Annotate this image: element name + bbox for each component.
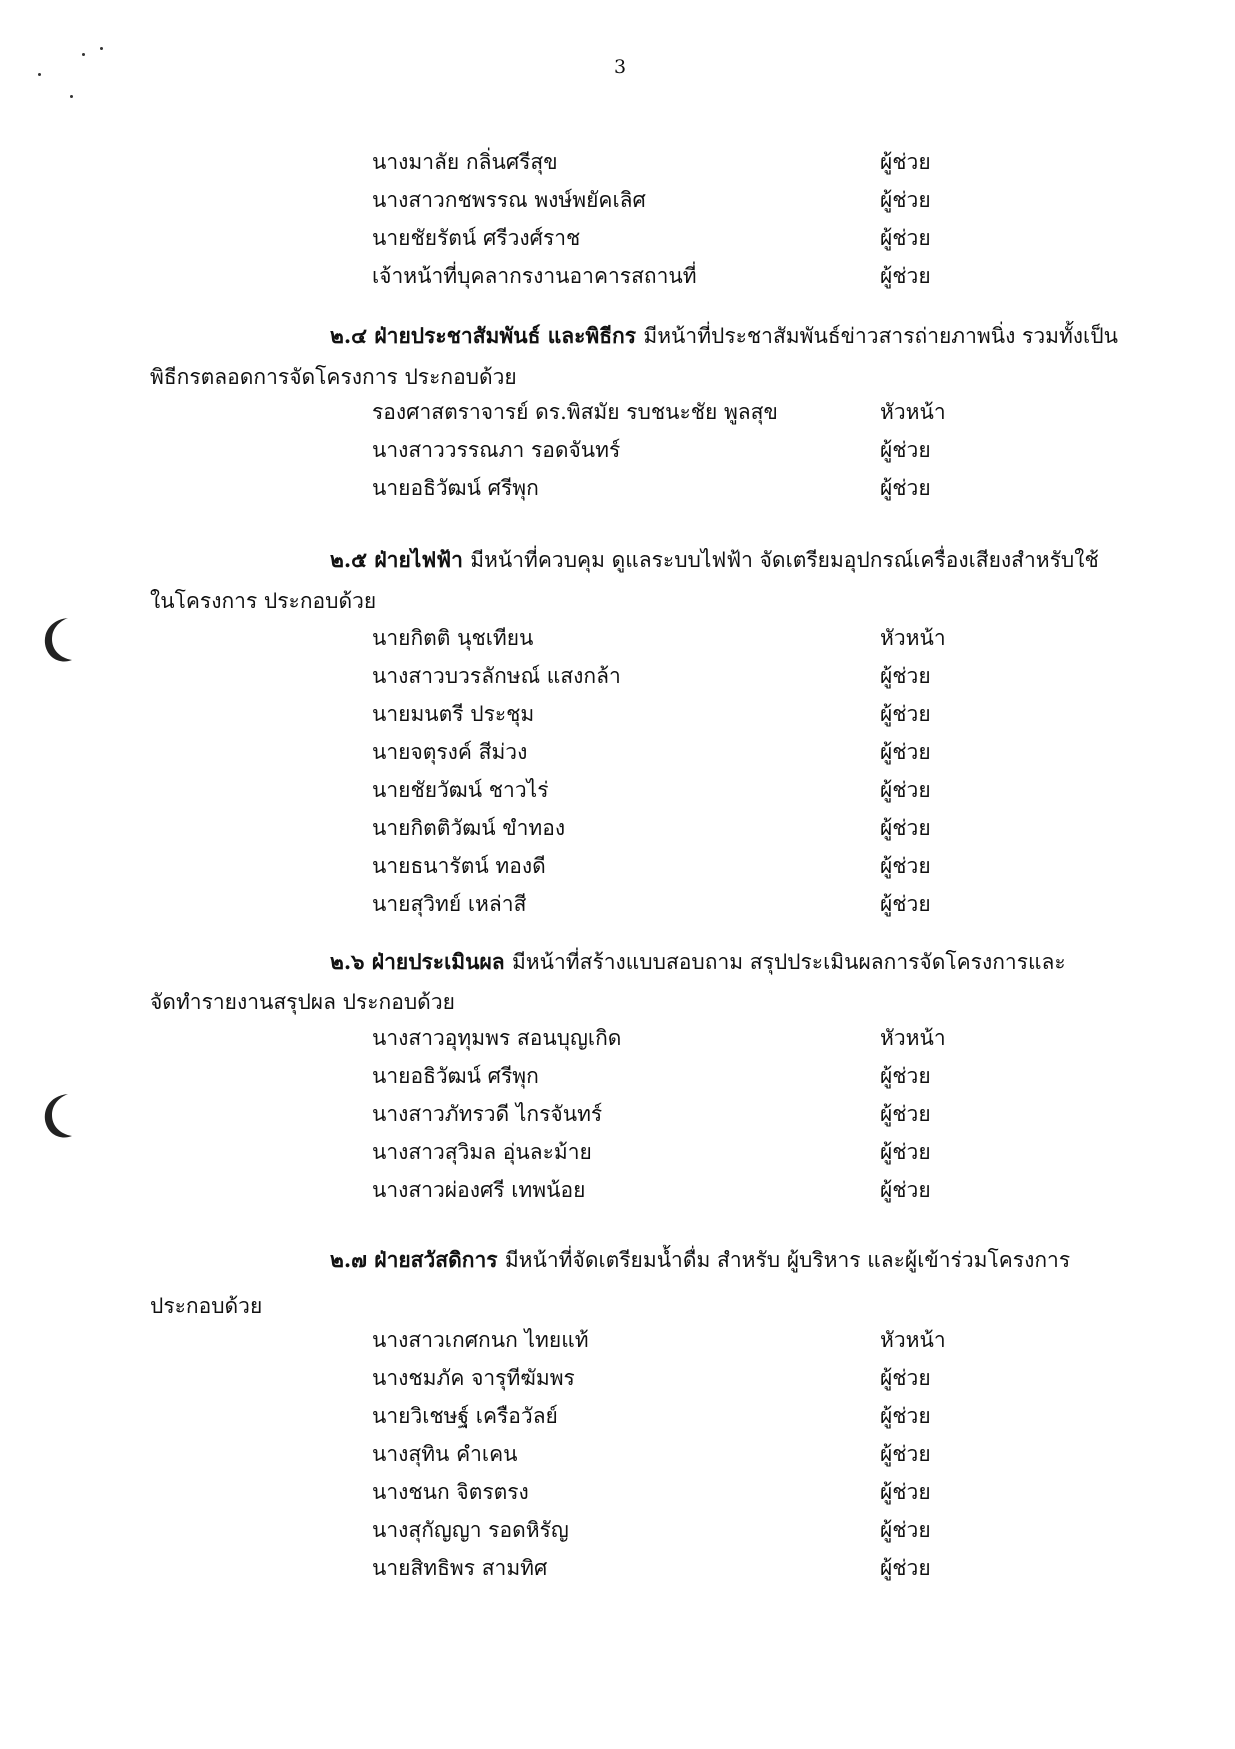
member-name: นายสิทธิพร สามทิศ: [372, 1556, 548, 1580]
section-title: ฝ่ายประเมินผล: [371, 949, 505, 974]
member-role: ผู้ช่วย: [880, 892, 931, 916]
member-row: [372, 1362, 972, 1398]
section-description-continued: ประกอบด้วย: [150, 1294, 263, 1318]
member-row: [372, 396, 972, 432]
member-row: [372, 1514, 972, 1550]
member-role: ผู้ช่วย: [880, 438, 931, 462]
member-role: ผู้ช่วย: [880, 854, 931, 878]
member-name: นางสุกัญญา รอดหิรัญ: [372, 1518, 569, 1542]
member-name: นางชนก จิตรตรง: [372, 1480, 529, 1504]
member-role: ผู้ช่วย: [880, 226, 931, 250]
member-row: [372, 622, 972, 658]
member-role: ผู้ช่วย: [880, 1102, 931, 1126]
member-row: [372, 222, 972, 258]
member-role: ผู้ช่วย: [880, 1556, 931, 1580]
member-name: นางสาวภัทรวดี ไกรจันทร์: [372, 1102, 603, 1126]
member-row: [372, 1060, 972, 1096]
member-role: ผู้ช่วย: [880, 702, 931, 726]
member-name: นายอธิวัฒน์ ศรีพุก: [372, 476, 539, 500]
punch-hole-mark-top: [38, 612, 80, 666]
member-role: ผู้ช่วย: [880, 264, 931, 288]
member-role: ผู้ช่วย: [880, 740, 931, 764]
member-name: รองศาสตราจารย์ ดร.พิสมัย รบชนะชัย พูลสุข: [372, 400, 778, 424]
section-heading: [330, 544, 1099, 577]
member-row: [372, 184, 972, 220]
member-role: หัวหน้า: [880, 1328, 946, 1352]
member-name: นางสุทิน คำเคน: [372, 1442, 518, 1466]
section-title: ฝ่ายประชาสัมพันธ์ และพิธีกร: [374, 323, 637, 348]
member-role: ผู้ช่วย: [880, 188, 931, 212]
member-role: ผู้ช่วย: [880, 1140, 931, 1164]
member-role: ผู้ช่วย: [880, 778, 931, 802]
section-heading: [330, 946, 1066, 979]
section-description: มีหน้าที่สร้างแบบสอบถาม สรุปประเมินผลการจัดโครงการและ: [511, 950, 1066, 974]
section-description-continued: จัดทำรายงานสรุปผล ประกอบด้วย: [150, 990, 455, 1014]
section-title: ฝ่ายสวัสดิการ: [374, 1247, 498, 1272]
member-name: นายสุวิทย์ เหล่าสี: [372, 892, 527, 916]
member-role: ผู้ช่วย: [880, 1442, 931, 1466]
member-name: นายกิตติ นุชเทียน: [372, 626, 534, 650]
scan-specks: [30, 45, 130, 105]
section-description: มีหน้าที่ประชาสัมพันธ์ข่าวสารถ่ายภาพนิ่ง รวมทั้งเป็น: [643, 324, 1118, 348]
member-name: นายกิตติวัฒน์ ขำทอง: [372, 816, 566, 840]
section-title: ฝ่ายไฟฟ้า: [374, 547, 463, 572]
member-name: นายวิเชษฐ์ เครือวัลย์: [372, 1404, 558, 1428]
section-heading: [330, 1244, 1070, 1277]
member-role: ผู้ช่วย: [880, 664, 931, 688]
member-role: หัวหน้า: [880, 1026, 946, 1050]
member-name: นางสาววรรณภา รอดจันทร์: [372, 438, 621, 462]
member-role: ผู้ช่วย: [880, 1064, 931, 1088]
member-row: [372, 146, 972, 182]
member-name: นางสาวสุวิมล อุ่นละม้าย: [372, 1140, 592, 1164]
member-row: [372, 736, 972, 772]
member-row: [372, 1476, 972, 1512]
member-row: [372, 260, 972, 296]
member-role: ผู้ช่วย: [880, 1518, 931, 1542]
member-row: [372, 812, 972, 848]
member-row: [372, 774, 972, 810]
member-name: นางสาวบวรลักษณ์ แสงกล้า: [372, 664, 621, 688]
member-row: [372, 660, 972, 696]
member-row: [372, 888, 972, 924]
member-name: เจ้าหน้าที่บุคลากรงานอาคารสถานที่: [372, 264, 697, 288]
section-description-continued: พิธีกรตลอดการจัดโครงการ ประกอบด้วย: [150, 365, 517, 389]
member-row: [372, 1022, 972, 1058]
section-number: ๒.๕: [330, 547, 368, 572]
member-name: นางสาวผ่องศรี เทพน้อย: [372, 1178, 586, 1202]
member-role: ผู้ช่วย: [880, 1178, 931, 1202]
member-role: ผู้ช่วย: [880, 150, 931, 174]
member-name: นางสาวกชพรรณ พงษ์พยัคเลิศ: [372, 188, 646, 212]
punch-hole-mark-bottom: [38, 1088, 80, 1142]
page-number: 3: [614, 56, 627, 78]
member-row: [372, 1098, 972, 1134]
member-name: นายจตุรงค์ สีม่วง: [372, 740, 528, 764]
member-name: นางสาวเกศกนก ไทยแท้: [372, 1328, 589, 1352]
member-name: นางมาลัย กลิ่นศรีสุข: [372, 150, 558, 174]
member-name: นายมนตรี ประชุม: [372, 702, 535, 726]
section-description: มีหน้าที่จัดเตรียมน้ำดื่ม สำหรับ ผู้บริหาร และผู้เข้าร่วมโครงการ: [504, 1248, 1071, 1272]
member-role: ผู้ช่วย: [880, 1480, 931, 1504]
member-name: นายชัยวัฒน์ ชาวไร่: [372, 778, 549, 802]
member-row: [372, 472, 972, 508]
member-row: [372, 1438, 972, 1474]
member-row: [372, 1174, 972, 1210]
member-row: [372, 434, 972, 470]
member-row: [372, 850, 972, 886]
section-description: มีหน้าที่ควบคุม ดูแลระบบไฟฟ้า จัดเตรียมอุปกรณ์เครื่องเสียงสำหรับใช้: [470, 548, 1099, 572]
member-row: [372, 1400, 972, 1436]
section-number: ๒.๖: [330, 949, 365, 974]
member-name: นายธนารัตน์ ทองดี: [372, 854, 546, 878]
member-row: [372, 1324, 972, 1360]
section-number: ๒.๗: [330, 1247, 367, 1272]
member-row: [372, 698, 972, 734]
member-role: หัวหน้า: [880, 400, 946, 424]
section-heading: [330, 320, 1118, 353]
member-role: ผู้ช่วย: [880, 1366, 931, 1390]
member-role: หัวหน้า: [880, 626, 946, 650]
section-description-continued: ในโครงการ ประกอบด้วย: [150, 589, 377, 613]
member-name: นายชัยรัตน์ ศรีวงศ์ราช: [372, 226, 581, 250]
member-role: ผู้ช่วย: [880, 476, 931, 500]
member-name: นางสาวอุทุมพร สอนบุญเกิด: [372, 1026, 622, 1050]
member-name: นายอธิวัฒน์ ศรีพุก: [372, 1064, 539, 1088]
member-row: [372, 1136, 972, 1172]
member-name: นางชมภัค จารุทีฆัมพร: [372, 1366, 575, 1390]
member-role: ผู้ช่วย: [880, 816, 931, 840]
member-row: [372, 1552, 972, 1588]
member-role: ผู้ช่วย: [880, 1404, 931, 1428]
section-number: ๒.๔: [330, 323, 368, 348]
